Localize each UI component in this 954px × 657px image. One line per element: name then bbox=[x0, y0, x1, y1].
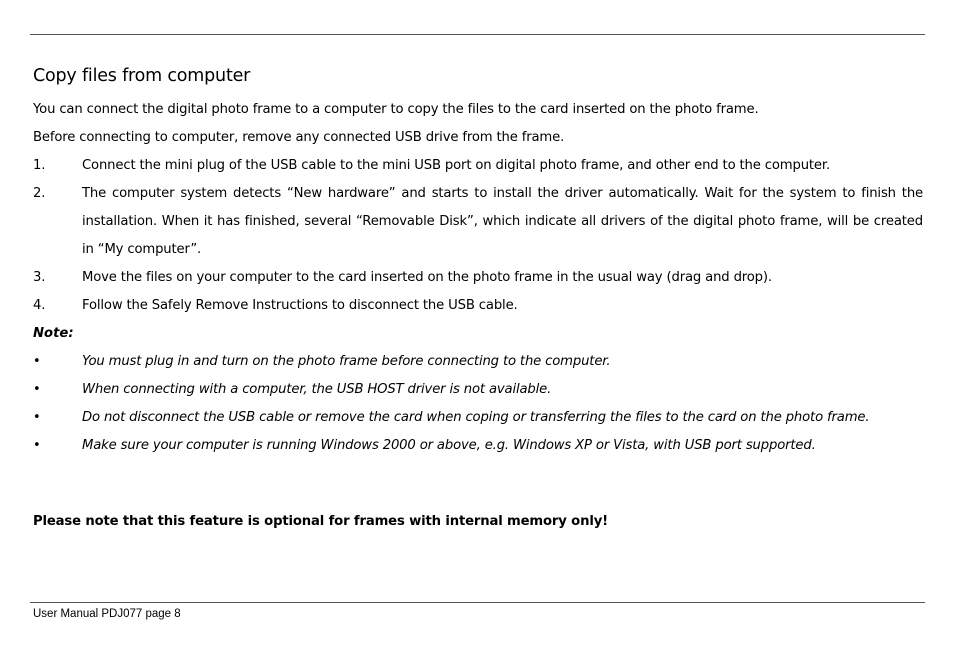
note-text: When connecting with a computer, the USB HOST driver is not available. bbox=[82, 382, 552, 397]
step-number: 2. bbox=[33, 186, 46, 201]
step-text: Move the files on your computer to the card inserted on the photo frame in the usual way (drag and drop). bbox=[82, 270, 772, 285]
list-item bbox=[33, 432, 923, 460]
step-number: 4. bbox=[33, 298, 46, 313]
list-item bbox=[33, 292, 923, 320]
bullet-icon: • bbox=[33, 410, 41, 425]
notes-list bbox=[33, 348, 923, 460]
note-text: You must plug in and turn on the photo frame before connecting to the computer. bbox=[82, 354, 611, 369]
note-text: Make sure your computer is running Windows 2000 or above, e.g. Windows XP or Vista, with USB port supported. bbox=[82, 438, 816, 453]
main-content bbox=[33, 62, 923, 460]
list-item bbox=[33, 348, 923, 376]
list-item bbox=[33, 404, 923, 432]
step-text: The computer system detects “New hardware” and starts to install the driver automatically. Wait for the system to finish the installation. When it has finished, several “Removable Disk”, which indicate all drivers of the digital photo frame, will be created in “My computer”. bbox=[82, 186, 923, 257]
step-text: Follow the Safely Remove Instructions to disconnect the USB cable. bbox=[82, 298, 518, 313]
note-label: Note: bbox=[33, 326, 74, 341]
list-item bbox=[33, 376, 923, 404]
footer-rule bbox=[30, 602, 925, 603]
list-item bbox=[33, 180, 923, 264]
list-item bbox=[33, 264, 923, 292]
bullet-icon: • bbox=[33, 382, 41, 397]
intro-paragraph-2: Before connecting to computer, remove any connected USB drive from the frame. bbox=[33, 130, 565, 145]
section-heading: Copy files from computer bbox=[33, 66, 251, 86]
intro-paragraph-1: You can connect the digital photo frame to a computer to copy the files to the card inserted on the photo frame. bbox=[33, 102, 759, 117]
step-number: 3. bbox=[33, 270, 46, 285]
step-number: 1. bbox=[33, 158, 46, 173]
optional-feature-note: Please note that this feature is optional for frames with internal memory only! bbox=[33, 514, 609, 529]
step-text: Connect the mini plug of the USB cable to the mini USB port on digital photo frame, and other end to the computer. bbox=[82, 158, 830, 173]
page-footer: User Manual PDJ077 page 8 bbox=[33, 608, 181, 620]
steps-list bbox=[33, 152, 923, 320]
list-item bbox=[33, 152, 923, 180]
header-rule bbox=[30, 34, 925, 35]
bullet-icon: • bbox=[33, 438, 41, 453]
note-text: Do not disconnect the USB cable or remove the card when coping or transferring the files to the card on the photo frame. bbox=[82, 410, 870, 425]
bullet-icon: • bbox=[33, 354, 41, 369]
